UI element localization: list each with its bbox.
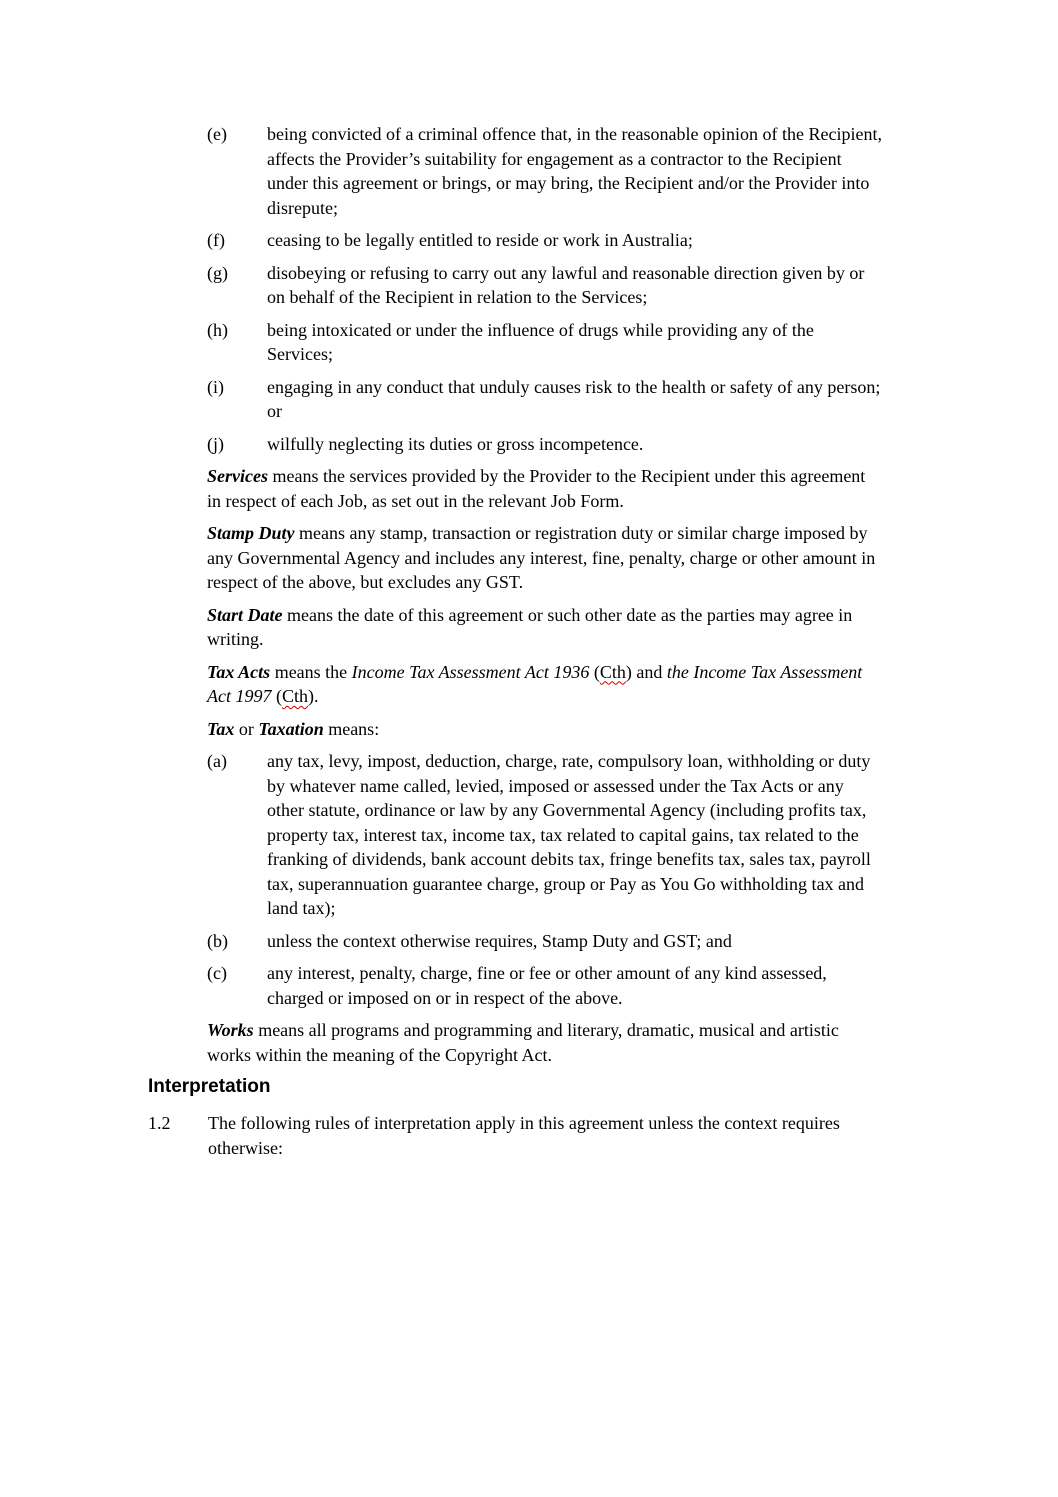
- text-run: ) and: [625, 661, 667, 682]
- spellcheck-flagged-word: Cth: [599, 661, 626, 682]
- list-item-label: (g): [207, 262, 228, 283]
- text-run: or: [234, 718, 259, 739]
- text-run: unless the context otherwise requires, Stamp Duty and GST; and: [267, 930, 732, 951]
- defined-term: Taxation: [258, 718, 324, 739]
- list-item: [207, 261, 1058, 310]
- defined-term: Works: [207, 1020, 254, 1040]
- defined-term: Stamp Duty: [207, 523, 295, 543]
- list-item-label: (f): [207, 230, 225, 250]
- text-run: being convicted of a criminal offence that, in the reasonable opinion of the Recipient, affects the Provider’s suitability for engagement as a contractor to the Recipient under this agreement or brings, or may bring, the Recipient and/or the Provider into disrepute;: [267, 124, 882, 218]
- numbered-clause: [148, 1111, 1058, 1160]
- text-run: means the date of this agreement or such other date as the parties may agree in writing.: [207, 604, 853, 649]
- list-item: [207, 961, 1058, 1010]
- list-item-label: (c): [207, 963, 227, 983]
- text-run: wilfully neglecting its duties or gross incompetence.: [267, 433, 644, 454]
- text-run: any tax, levy, impost, deduction, charge, rate, compulsory loan, withholding or duty by whatever name called, levied, imposed or assessed under the Tax Acts or any other statute, ordinance or law by any Governmental Agency (including profits tax, property tax, interest tax, income tax, tax related to capital gains, tax related to the franking of dividends, bank account debits tax, fringe benefits tax, sales tax, payroll tax, superannuation guarantee charge, group or Pay as You Go withholding tax and land tax);: [267, 751, 871, 918]
- list-item: [207, 318, 1058, 367]
- defined-term: Start Date: [207, 604, 283, 625]
- list-item-label: (h): [207, 319, 228, 340]
- list-item-text: [267, 961, 883, 1010]
- text-run: engaging in any conduct that unduly causes risk to the health or safety of any person; or: [267, 376, 881, 421]
- list-item: [207, 228, 1058, 253]
- text-run: (: [589, 661, 600, 682]
- text-run: means any stamp, transaction or registration duty or similar charge imposed by any Governmental Agency and includes any interest, fine, penalty, charge or other amount in respect of the above, but excludes any GST.: [207, 523, 876, 592]
- list-item-text: [267, 261, 883, 310]
- text-run: (: [271, 686, 282, 706]
- list-item: [207, 432, 1058, 457]
- italic-text: the Income Tax Assessment Act 1997: [207, 661, 863, 706]
- list-item-label: (e): [207, 124, 227, 144]
- clause-text: [208, 1111, 883, 1160]
- defined-term: Tax Acts: [207, 661, 271, 682]
- list-item-text: [267, 375, 883, 424]
- text-run: any interest, penalty, charge, fine or fee or other amount of any kind assessed, charged or imposed on or in respect of the above.: [267, 963, 827, 1008]
- text-run: means all programs and programming and literary, dramatic, musical and artistic works within the meaning of the Copyright Act.: [207, 1020, 839, 1065]
- list-item-text: [267, 749, 883, 921]
- spellcheck-flagged-word: Cth: [282, 686, 309, 706]
- clause-number: 1.2: [148, 1113, 171, 1133]
- text-run: The following rules of interpretation apply in this agreement unless the context requires otherwise:: [208, 1113, 840, 1158]
- italic-text: Income Tax Assessment Act 1936: [351, 661, 590, 682]
- list-item-label: (a): [207, 751, 227, 771]
- section-heading: Interpretation: [148, 1076, 271, 1097]
- defined-term: Services: [207, 466, 268, 486]
- defined-term: Tax: [207, 718, 235, 739]
- list-item-text: [267, 122, 883, 220]
- list-item-label: (j): [207, 433, 224, 454]
- definition-paragraph: [207, 1018, 883, 1067]
- definition-paragraph: [207, 464, 883, 513]
- list-item-label: (i): [207, 376, 224, 397]
- text-run: means:: [323, 718, 380, 739]
- text-run: means the: [270, 661, 352, 682]
- definition-paragraph: [207, 603, 883, 652]
- text-run: disobeying or refusing to carry out any lawful and reasonable direction given by or on behalf of the Recipient in relation to the Services;: [267, 262, 865, 307]
- list-item-text: [267, 318, 883, 367]
- text-run: being intoxicated or under the influence of drugs while providing any of the Services;: [267, 319, 814, 364]
- definition-paragraph: [207, 717, 883, 742]
- list-item: [207, 929, 1058, 954]
- text-run: ceasing to be legally entitled to reside or work in Australia;: [267, 230, 693, 250]
- list-item-text: [267, 432, 883, 457]
- text-run: ).: [308, 686, 319, 706]
- list-item-label: (b): [207, 930, 228, 951]
- list-item-text: [267, 929, 883, 954]
- definition-paragraph: [207, 521, 883, 595]
- list-item-text: [267, 228, 883, 253]
- list-item: [207, 749, 1058, 921]
- definition-paragraph: [207, 660, 883, 709]
- list-item: [207, 122, 1058, 220]
- text-run: means the services provided by the Provider to the Recipient under this agreement in respect of each Job, as set out in the relevant Job Form.: [207, 466, 866, 511]
- list-item: [207, 375, 1058, 424]
